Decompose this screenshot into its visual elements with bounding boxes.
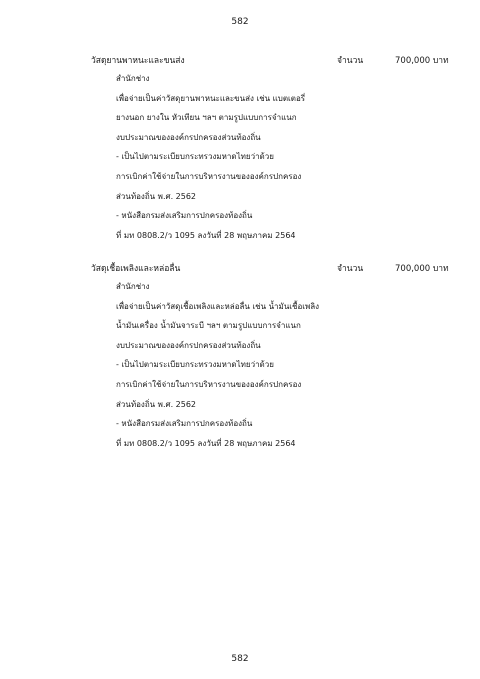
description-line: ยางนอก ยางใน หัวเทียน ฯลฯ ตามรูปแบบการจำแนก [116,113,297,123]
budget-item-description [116,281,356,457]
regulation-line: การเบิกค่าใช้จ่ายในการบริหารงานขององค์กรปกครอง [116,379,302,389]
description-line: งบประมาณขององค์กรปกครองส่วนท้องถิ่น [116,340,261,350]
reference-line: ที่ มท 0808.2/ว 1095 ลงวันที่ 28 พฤษภาคม 2564 [116,438,296,448]
page-number-bottom: 582 [231,654,249,664]
description-line: เพื่อจ่ายเป็นค่าวัสดุเชื้อเพลิงและหล่อลื่น เช่น น้ำมันเชื้อเพลิง [116,301,320,311]
budget-item-description [116,73,356,249]
budget-item-heading [0,262,480,276]
budget-item-heading [0,54,480,68]
regulation-line: ส่วนท้องถิ่น พ.ศ. 2562 [116,191,197,201]
page-number-top: 582 [231,17,249,27]
regulation-line: ส่วนท้องถิ่น พ.ศ. 2562 [116,399,197,409]
reference-line: - หนังสือกรมส่งเสริมการปกครองท้องถิ่น [116,211,253,221]
budget-item-title: วัสดุยานพาหนะและขนส่ง [91,56,185,66]
regulation-line: - เป็นไปตามระเบียบกระทรวงมหาดไทยว่าด้วย [116,152,274,162]
regulation-line: - เป็นไปตามระเบียบกระทรวงมหาดไทยว่าด้วย [116,360,274,370]
reference-line: - หนังสือกรมส่งเสริมการปกครองท้องถิ่น [116,419,253,429]
quantity-label: จำนวน [337,264,364,274]
department-line: สำนักช่าง [116,74,150,83]
budget-amount: 700,000 บาท [395,56,449,66]
budget-item-title: วัสดุเชื้อเพลิงและหล่อลื่น [91,264,181,274]
budget-item-fuel-lubricants [0,262,480,448]
reference-line: ที่ มท 0808.2/ว 1095 ลงวันที่ 28 พฤษภาคม 2564 [116,230,296,240]
quantity-label: จำนวน [337,56,364,66]
regulation-line: การเบิกค่าใช้จ่ายในการบริหารงานขององค์กรปกครอง [116,171,302,181]
description-line: งบประมาณขององค์กรปกครองส่วนท้องถิ่น [116,132,261,142]
budget-item-vehicle-supplies [0,54,480,240]
description-line: เพื่อจ่ายเป็นค่าวัสดุยานพาหนะและขนส่ง เช่น แบตเตอรี่ [116,93,306,103]
description-line: น้ำมันเครื่อง น้ำมันจาระบี ฯลฯ ตามรูปแบบการจำแนก [116,321,301,331]
department-line: สำนักช่าง [116,282,150,291]
budget-amount: 700,000 บาท [395,264,449,274]
